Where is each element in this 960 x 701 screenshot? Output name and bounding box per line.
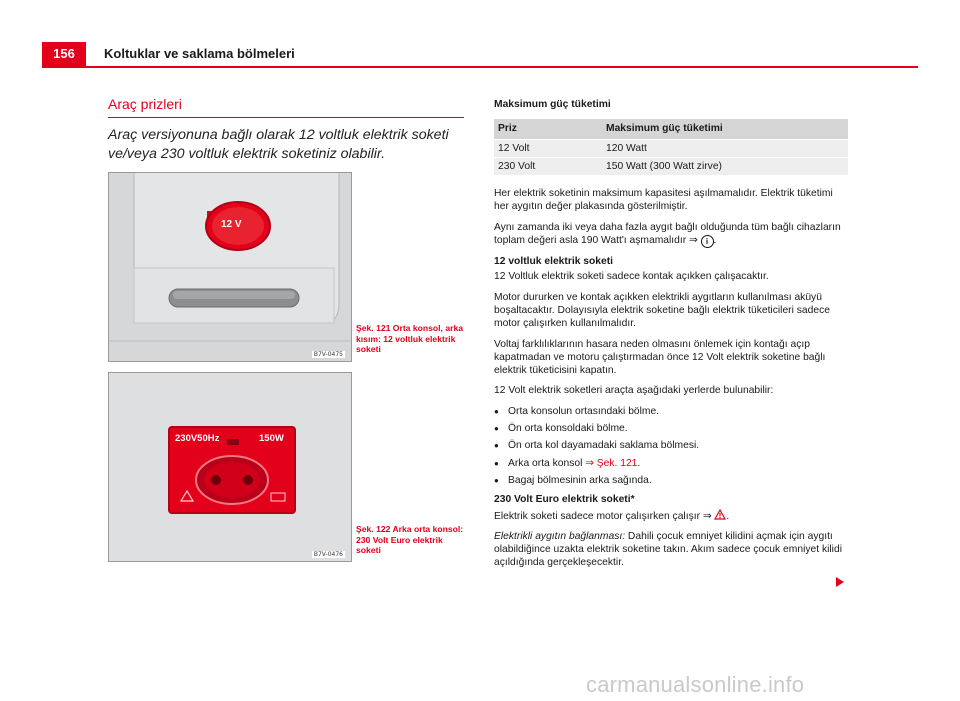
- figure-code: B7V-0476: [313, 551, 343, 558]
- warning-icon[interactable]: [714, 509, 726, 520]
- subheading-12v: 12 voltluk elektrik soketi: [494, 256, 614, 268]
- paragraph-capacity: Her elektrik soketinin maksimum kapasitesi aşılmamalıdır. Elektrik tüketimi her aygıtın değer plakasında gösterilmiştir.: [494, 188, 833, 213]
- list-item-end: .: [637, 457, 641, 469]
- list-item: ● Orta konsolun ortasındaki bölme.: [494, 405, 850, 418]
- paragraph-end: .: [726, 510, 730, 522]
- paragraph-text: Aynı zamanda iki veya daha fazla aygıt bağlı olduğunda tüm bağlı cihazların toplam değeri asla 190 Watt'ı aşmamalıdır ⇒: [494, 221, 841, 247]
- table-row: [494, 157, 848, 175]
- info-icon: i: [701, 235, 714, 248]
- list-item-text: Arka orta konsol: [508, 457, 586, 469]
- socket-rating-power: 150W: [259, 433, 284, 444]
- watermark: carmanualsonline.info: [586, 672, 805, 697]
- subheading-230v: 230 Volt Euro elektrik soketi*: [494, 494, 635, 506]
- paragraph-text: Elektrik soketi sadece motor çalışırken çalışır ⇒: [494, 510, 712, 522]
- table-header-cell: Priz: [494, 119, 602, 139]
- paragraph-text: Dahili çocuk emniyet kilidini açmak için aygıtı olabildiğince uzakta elektrik soketine takın. Akım sadece çocuk emniyet kilidi açıldığında gerçekleşecektir.: [494, 530, 842, 569]
- 230v-socket-illustration: [109, 373, 351, 561]
- socket-location-list: [494, 405, 850, 487]
- paragraph-connecting: [494, 530, 850, 570]
- figure-12v-socket: [108, 172, 352, 362]
- section-title: Araç prizleri: [108, 96, 182, 112]
- section-intro: Araç versiyonuna bağlı olarak 12 voltluk elektrik soketi ve/veya 230 voltluk elektrik soketiniz olabilir.: [108, 127, 449, 162]
- chapter-title: Koltuklar ve saklama bölmeleri: [104, 46, 295, 61]
- italic-lead: Elektrikli aygıtın bağlanması:: [494, 530, 626, 542]
- list-item: [494, 457, 850, 470]
- list-item: ● Bagaj bölmesinin arka sağında.: [494, 474, 850, 487]
- paragraph-voltage: Voltaj farklılıklarının hasara neden olmasını önlemek için kontağı açıp kapatmadan ve motoru çalıştırmadan önce 12 Volt elektrik soketine bağlı elektrik tüketicisini kapatın.: [494, 338, 826, 377]
- paragraph-battery: Motor dururken ve kontak açıkken elektrikli aygıtların kullanılması aküyü boşaltacaktır. Dolayısıyla elektrik soketine bağlı elektrik tüketicileri sadece motor çalışırken kullanılmalıdır.: [494, 291, 830, 330]
- continue-arrow-icon[interactable]: [836, 577, 844, 587]
- page-number: 156: [42, 42, 86, 66]
- header-divider: [42, 66, 918, 68]
- figure-code: B7V-0475: [313, 351, 343, 358]
- table-row: [494, 139, 848, 157]
- list-item: ● Ön orta konsoldaki bölme.: [494, 422, 850, 435]
- table-cell: 150 Watt (300 Watt zirve): [602, 157, 848, 175]
- table-header-row: [494, 119, 848, 139]
- figure-230v-socket: [108, 372, 352, 562]
- paragraph-total-power: [494, 221, 850, 248]
- table-cell: 120 Watt: [602, 139, 848, 157]
- table-header-cell: Maksimum güç tüketimi: [602, 119, 848, 139]
- power-table: [494, 119, 848, 175]
- 12v-socket-illustration: [109, 173, 351, 361]
- figure-caption-122: Şek. 122 Arka orta konsol: 230 Volt Euro elektrik soketi: [356, 524, 464, 555]
- figure-caption-121: Şek. 121 Orta konsol, arka kısım: 12 voltluk elektrik soketi: [356, 323, 464, 354]
- paragraph-end: .: [713, 235, 717, 247]
- socket-12v-label: 12 V: [221, 219, 242, 230]
- socket-rating-voltage: 230V50Hz: [175, 433, 220, 444]
- paragraph-230v-engine: [494, 509, 850, 523]
- figure-link[interactable]: ⇒ Şek. 121: [585, 457, 638, 469]
- list-item: ● Ön orta kol dayamadaki saklama bölmesi.: [494, 439, 850, 452]
- table-title: Maksimum güç tüketimi: [494, 99, 611, 110]
- table-cell: 12 Volt: [494, 139, 602, 157]
- paragraph-locations: 12 Volt elektrik soketleri araçta aşağıdaki yerlerde bulunabilir:: [494, 385, 774, 397]
- table-cell: 230 Volt: [494, 157, 602, 175]
- section-divider: [108, 117, 464, 118]
- right-column: [494, 98, 850, 577]
- paragraph-12v-ignition: 12 Voltluk elektrik soketi sadece kontak açıkken çalışacaktır.: [494, 271, 769, 283]
